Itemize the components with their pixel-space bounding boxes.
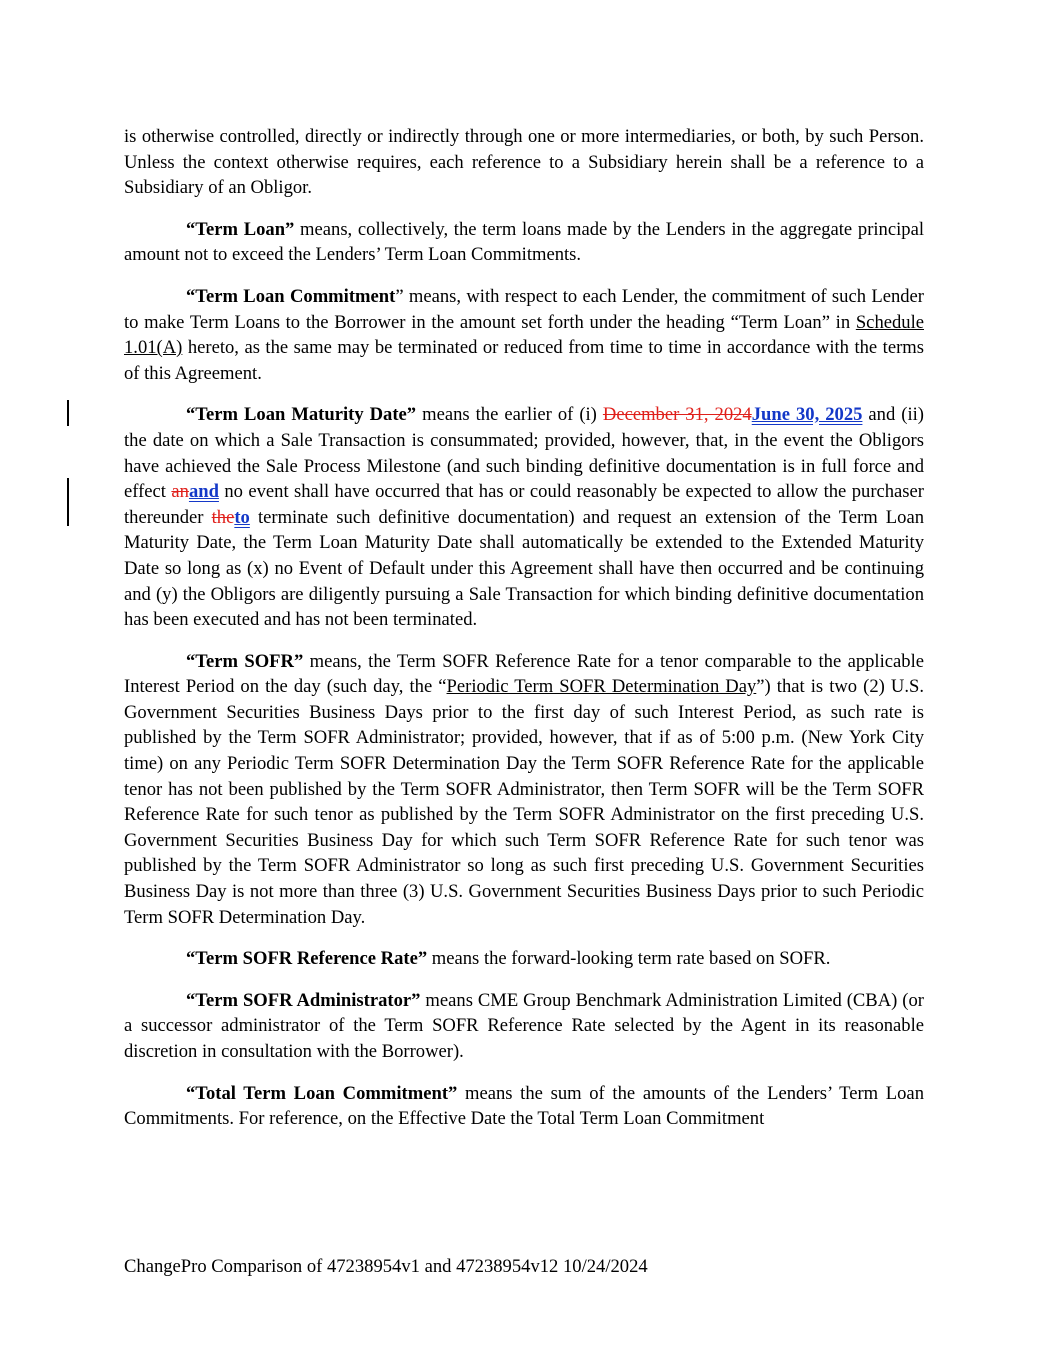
deleted-text: an xyxy=(171,481,189,503)
definition-text: means the earlier of (i) xyxy=(416,404,603,426)
document-page xyxy=(124,124,924,1148)
defined-term: “Total Term Loan Commitment” xyxy=(186,1082,458,1104)
definition-term-loan xyxy=(124,217,924,268)
definition-term-loan-maturity-date xyxy=(124,402,924,632)
defined-term: “Term Loan Commitment xyxy=(186,285,396,307)
defined-term: “Term Loan” xyxy=(186,218,295,240)
paragraph-text: is otherwise controlled, directly or indirectly through one or more intermediaries, or both, by such Person. Unless the context otherwise requires, each reference to a Subsidiary herein shall be a reference to a Subsidiary of an Obligor. xyxy=(124,126,924,199)
definition-text: means the forward-looking term rate based on SOFR. xyxy=(427,948,831,970)
change-bar xyxy=(67,478,69,526)
definition-text: no event shall have occurred that has or could reasonably be expected to allow the purchaser thereunder xyxy=(124,481,924,528)
deleted-text: the xyxy=(211,506,235,528)
defined-term: “Term SOFR Reference Rate” xyxy=(186,948,428,970)
defined-term: “Term SOFR” xyxy=(186,650,304,672)
change-bar xyxy=(67,400,69,426)
definition-text: ”) that is two (2) U.S. Government Securities Business Days prior to the first day of such Interest Period, as such rate is published by the Term SOFR Administrator; provided, however, that if as of 5:00 p.m. (New York City time) on any Periodic Term SOFR Determination Day the Term SOFR Reference Rate for the applicable tenor has not been published by the Term SOFR Administrator, then Term SOFR will be the Term SOFR Reference Rate for such tenor as published by the Term SOFR Administrator on the first preceding U.S. Government Securities Business Day for which such Term SOFR Reference Rate for such tenor was published by the Term SOFR Administrator so long as such first preceding U.S. Government Securities Business Day is not more than three (3) U.S. Government Securities Business Days prior to such Periodic Term SOFR Determination Day. xyxy=(124,676,924,928)
definition-text: means, the Term SOFR Reference Rate for a tenor comparable to the applicable Interest Period on the day (such day, the “ xyxy=(124,650,924,698)
paragraph-continuation xyxy=(124,124,924,201)
definition-term-sofr-administrator xyxy=(124,988,924,1065)
inserted-text: to xyxy=(234,506,250,528)
definition-term-loan-commitment xyxy=(124,284,924,386)
definition-text: hereto, as the same may be terminated or reduced from time to time in accordance with the terms of this Agreement. xyxy=(124,337,924,384)
definition-text: and (ii) the date on which a Sale Transaction is consummated; provided, however, that, in the event the Obligors have achieved the Sale Process Milestone (and such binding definitive documentation is in full force and effect xyxy=(124,404,924,503)
definition-text: means CME Group Benchmark Administration Limited (CBA) (or a successor administrator of the Term SOFR Reference Rate selected by the Agent in its reasonable discretion in consultation with the Borrower). xyxy=(124,989,924,1062)
deleted-text: December 31, 2024 xyxy=(602,404,752,426)
definition-text: ” means, with respect to each Lender, the commitment of such Lender to make Term Loans to the Borrower in the amount set forth under the heading “Term Loan” in xyxy=(124,285,924,333)
definition-term-sofr xyxy=(124,649,924,931)
definition-total-term-loan-commitment xyxy=(124,1081,924,1132)
definition-text: terminate such definitive documentation) and request an extension of the Term Loan Maturity Date, the Term Loan Maturity Date shall automatically be extended to the Extended Maturity Date so long as (x) no Event of Default under this Agreement shall have then occurred and be continuing and (y) the Obligors are diligently pursuing a Sale Transaction for which binding definitive documentation has been executed and has not been terminated. xyxy=(124,506,924,631)
inserted-text: and xyxy=(188,481,219,503)
definition-text: means, collectively, the term loans made by the Lenders in the aggregate principal amount not to exceed the Lenders’ Term Loan Commitments. xyxy=(124,218,924,266)
defined-term: “Term Loan Maturity Date” xyxy=(186,404,417,426)
definition-text: means the sum of the amounts of the Lenders’ Term Loan Commitments. For reference, on the Effective Date the Total Term Loan Commitment xyxy=(124,1082,924,1130)
defined-term-reference: Periodic Term SOFR Determination Day xyxy=(446,676,757,698)
comparison-footer: ChangePro Comparison of 47238954v1 and 47238954v12 10/24/2024 xyxy=(124,1256,648,1277)
schedule-reference: Schedule 1.01(A) xyxy=(124,311,924,359)
defined-term: “Term SOFR Administrator” xyxy=(186,989,421,1011)
definition-term-sofr-reference-rate xyxy=(124,946,924,972)
inserted-text: June 30, 2025 xyxy=(751,404,863,426)
